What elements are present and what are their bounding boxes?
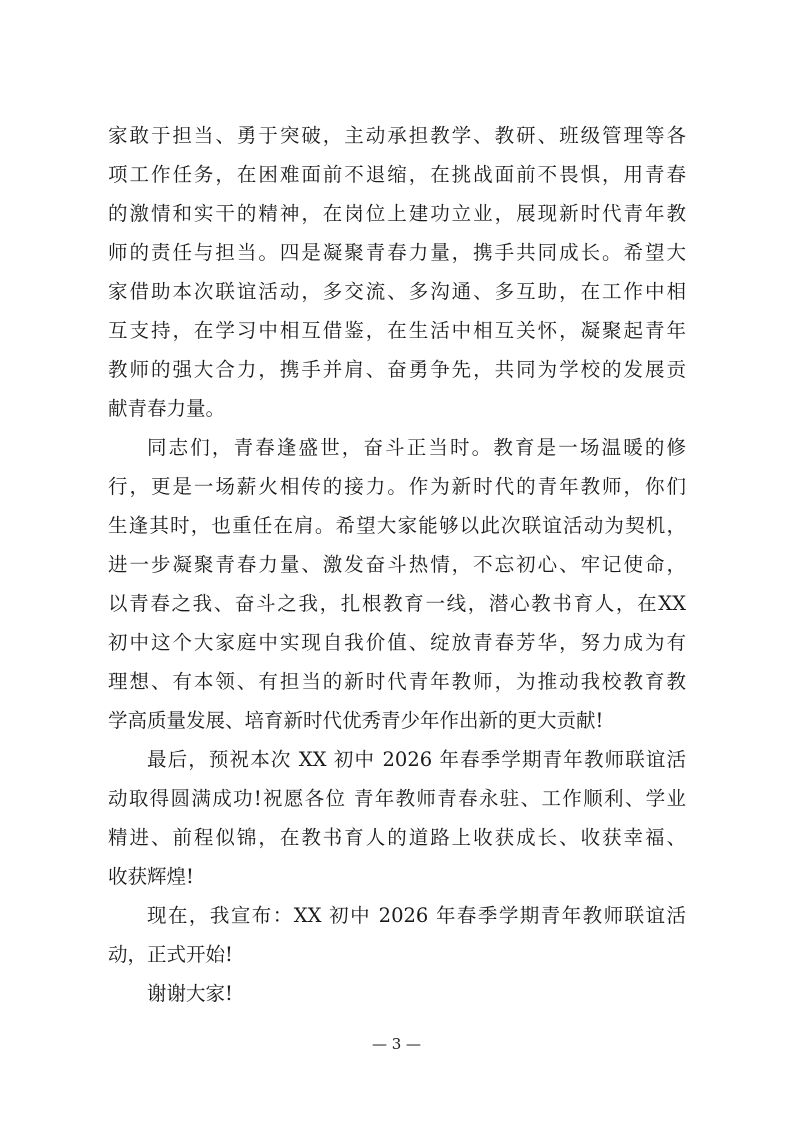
- text-line: 师的责任与担当。四是凝聚青春力量，携手共同成长。希望大: [108, 241, 686, 264]
- text-line: 家敢于担当、勇于突破，主动承担教学、教研、班级管理等各: [108, 124, 686, 147]
- text-line: 的激情和实干的精神，在岗位上建功立业，展现新时代青年教: [108, 202, 686, 225]
- paragraph: [108, 974, 686, 1013]
- page-number: — 3 —: [371, 1035, 422, 1053]
- text-line: 收获辉煌!: [108, 865, 194, 888]
- text-line: 初中这个大家庭中实现自我价值、绽放青春芳华，努力成为有: [108, 631, 686, 654]
- text-line: 互支持，在学习中相互借鉴，在生活中相互关怀，凝聚起青年: [108, 319, 686, 342]
- text-line: 动取得圆满成功!祝愿各位 青年教师青春永驻、工作顺利、学业: [108, 787, 686, 810]
- text-line: 精进、前程似锦，在教书育人的道路上收获成长、收获幸福、: [108, 826, 686, 849]
- text-line: 同志们，青春逢盛世，奋斗正当时。教育是一场温暖的修: [147, 436, 686, 459]
- document-body: [108, 116, 686, 1013]
- text-line: 行，更是一场薪火相传的接力。作为新时代的青年教师，你们: [108, 475, 686, 498]
- text-line: 动，正式开始!: [108, 943, 233, 966]
- text-line: 最后，预祝本次 XX 初中 2026 年春季学期青年教师联谊活: [147, 748, 686, 771]
- text-line: 进一步凝聚青春力量、激发奋斗热情，不忘初心、牢记使命，: [108, 553, 686, 576]
- text-line: 以青春之我、奋斗之我，扎根教育一线，潜心教书育人，在XX: [108, 592, 686, 615]
- text-line: 教师的强大合力，携手并肩、奋勇争先，共同为学校的发展贡: [108, 358, 686, 381]
- text-line: 项工作任务，在困难面前不退缩，在挑战面前不畏惧，用青春: [108, 163, 686, 186]
- text-line: 献青春力量。: [108, 397, 226, 420]
- paragraph: [108, 896, 686, 974]
- paragraph: [108, 116, 686, 428]
- paragraph: [108, 428, 686, 740]
- paragraph: [108, 740, 686, 896]
- text-line: 谢谢大家!: [147, 982, 233, 1005]
- text-line: 生逢其时，也重任在肩。希望大家能够以此次联谊活动为契机，: [108, 514, 686, 537]
- text-line: 理想、有本领、有担当的新时代青年教师，为推动我校教育教: [108, 670, 686, 693]
- text-line: 学高质量发展、培育新时代优秀青少年作出新的更大贡献!: [108, 709, 604, 732]
- text-line: 家借助本次联谊活动，多交流、多沟通、多互助，在工作中相: [108, 280, 686, 303]
- text-line: 现在，我宣布：XX 初中 2026 年春季学期青年教师联谊活: [147, 904, 686, 927]
